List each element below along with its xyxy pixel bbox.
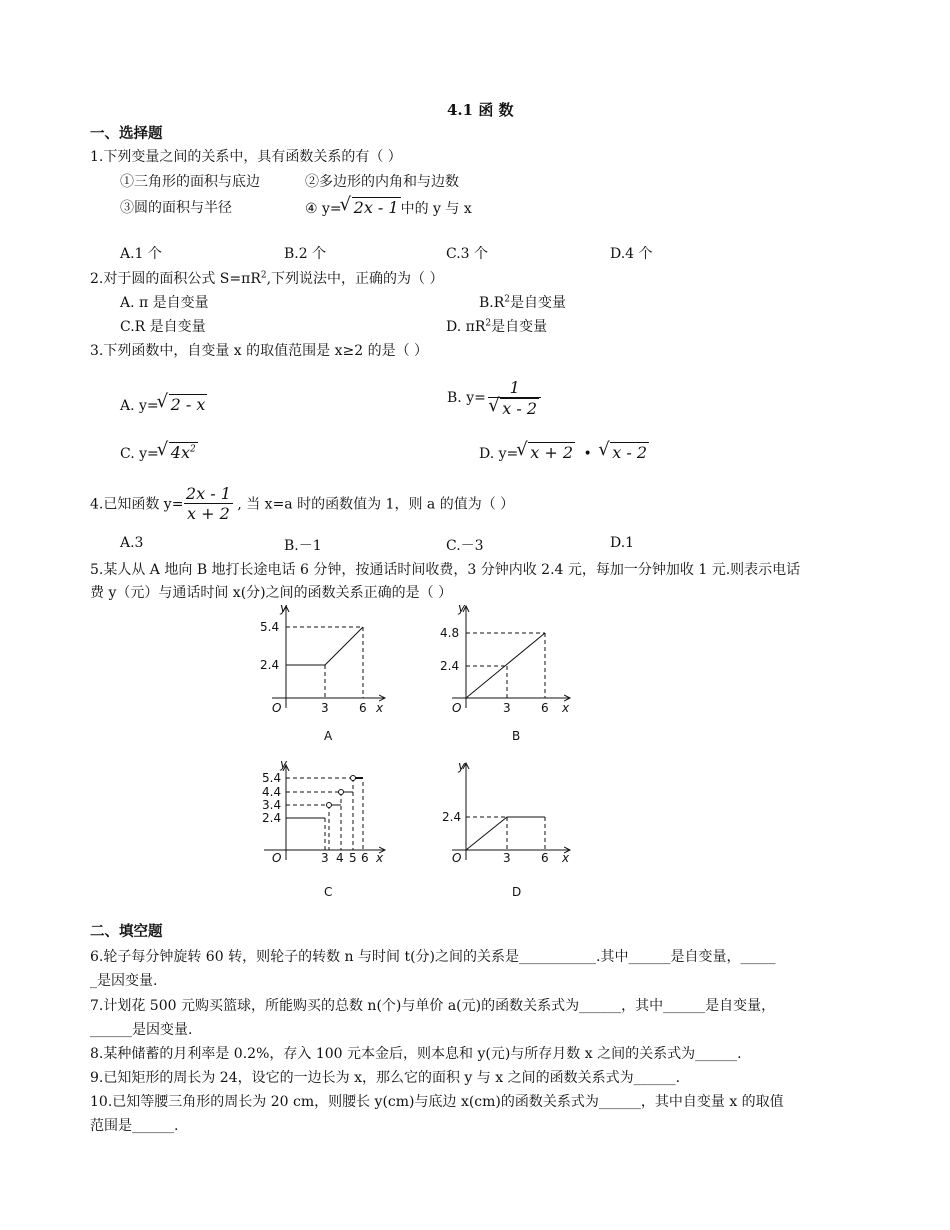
q4-numerator: 2x - 1 (185, 484, 231, 503)
graph-c-ytick-4: 2.4 (262, 811, 282, 825)
q4-option-a: A.3 (120, 535, 144, 551)
graph-d-origin: O (452, 851, 462, 865)
graph-c-origin: O (272, 851, 282, 865)
q3-option-d-expr1: √ x + 2 (528, 442, 575, 462)
graph-a-xtick-1: 3 (321, 701, 329, 715)
graph-d-curve (466, 817, 545, 850)
q3-option-a (120, 382, 207, 414)
q2-stem-text: 2.对于圆的面积公式 S=πR (90, 271, 261, 287)
section-heading-fill: 二、填空题 (90, 923, 163, 940)
q10-line-2: 范围是______. (90, 1118, 179, 1134)
graph-d (452, 763, 570, 860)
q1-option-a: A.1 个 (120, 246, 162, 262)
graph-a (272, 606, 385, 708)
q1-option-d: D.4 个 (610, 246, 653, 262)
q3-option-b-numerator: 1 (488, 378, 541, 398)
graph-b-xtick-2: 6 (541, 701, 549, 715)
q3-option-a-label: A. y= (120, 398, 159, 414)
q3-option-d-dot: • (583, 446, 592, 462)
q1-item-2: ②多边形的内角和与边数 (305, 174, 459, 190)
graph-d-y-label: y (458, 759, 466, 773)
q10-line-1: 10.已知等腰三角形的周长为 20 cm，则腰长 y(cm)与底边 x(cm)的函数关系式为______，其中自变量 x 的取值 (90, 1094, 784, 1110)
q1-stem: 1.下列变量之间的关系中，具有函数关系的有（ ） (90, 149, 402, 165)
q6-line-1: 6.轮子每分钟旋转 60 转，则轮子的转数 n 与时间 t(分)之间的关系是___________.其中______是自变量，_____ (90, 949, 776, 965)
q3-option-c-sup: 2 (189, 444, 196, 455)
graph-c-x-label: x (376, 851, 384, 865)
q3-option-b-fraction (488, 378, 541, 418)
q7-line-1: 7.计划花 500 元购买篮球，所能购买的总数 n(个)与单价 a(元)的函数关系式为______，其中______是自变量， (90, 998, 776, 1014)
q4-prefix: 4.已知函数 y= (90, 496, 184, 513)
graph-c-open-dot-1 (327, 803, 332, 808)
q4-option-c: C.－3 (446, 538, 484, 554)
q4-suffix: , 当 x=a 时的函数值为 1，则 a 的值为（ ） (237, 496, 515, 513)
q4-denominator: x + 2 (187, 504, 230, 523)
graph-c-open-dot-3 (351, 776, 356, 781)
q2-option-b (479, 292, 566, 312)
q3-option-c-label: C. y= (120, 446, 159, 462)
q3-option-a-expr: √ 2 - x (169, 394, 208, 414)
q3-option-c-base: 4x (170, 443, 190, 462)
q3-option-b-denominator: √ x - 2 (500, 398, 539, 418)
q2-stem (90, 268, 444, 288)
q3-option-d-expr2: √ x - 2 (610, 442, 649, 462)
graph-c-open-dot-2 (339, 790, 344, 795)
q1-item-4-prefix: ④ y= (305, 201, 342, 217)
graph-b-origin: O (452, 701, 462, 715)
graph-c (264, 765, 385, 860)
graph-a-caption: A (324, 729, 333, 743)
q3-option-c (120, 442, 198, 462)
q2-stem-tail: ,下列说法中，正确的为（ ） (266, 271, 444, 287)
graph-a-origin: O (272, 701, 282, 715)
q5-line-2: 费 y（元）与通话时间 x(分)之间的函数关系正确的是（ ） (90, 585, 453, 601)
graph-d-x-label: x (562, 851, 570, 865)
graph-b-y-label: y (458, 601, 466, 615)
q1-item-1: ①三角形的面积与底边 (120, 174, 260, 190)
graph-b-curve (466, 633, 545, 698)
q4-option-d: D.1 (610, 535, 635, 551)
graph-b-x-label: x (562, 701, 570, 715)
graph-a-y-label: y (280, 601, 288, 615)
q2-option-b-tail: 是自变量 (510, 295, 567, 311)
q1-item-4 (305, 197, 472, 218)
graph-c-caption: C (324, 885, 333, 899)
q3-option-b-label: B. y= (447, 390, 486, 406)
graph-c-ytick-1: 5.4 (262, 771, 282, 785)
graph-c-xtick-1: 3 (321, 851, 329, 865)
q2-option-d-tail: 是自变量 (491, 319, 548, 335)
q3-stem: 3.下列函数中，自变量 x 的取值范围是 x≥2 的是（ ） (90, 343, 429, 359)
graph-b (452, 606, 570, 708)
graph-a-ytick-2: 2.4 (260, 658, 280, 672)
q2-option-b-text: B.R (479, 295, 505, 311)
q2-option-d-sup: 2 (485, 318, 492, 329)
graph-c-xtick-3: 5 (349, 851, 357, 865)
graph-c-y-label: y (280, 757, 288, 771)
q2-option-d-text: D. πR (446, 319, 486, 335)
q3-option-d (479, 442, 649, 462)
q2-stem-sup: 2 (260, 270, 267, 281)
graph-b-xtick-1: 3 (503, 701, 511, 715)
page-title: 4.1 函 数 (447, 101, 514, 119)
graph-d-xtick-1: 3 (503, 851, 511, 865)
q1-sqrt-expression: √ 2x - 1 (352, 197, 401, 217)
q1-item-4-suffix: 中的 y 与 x (400, 201, 472, 217)
q2-option-a: A. π 是自变量 (120, 295, 209, 311)
graph-c-xtick-4: 6 (361, 851, 369, 865)
graph-b-ytick-1: 4.8 (440, 626, 460, 640)
graph-a-curve (286, 627, 363, 665)
q1-option-c: C.3 个 (446, 246, 489, 262)
q4-fraction (184, 484, 233, 523)
graph-c-ytick-2: 4.4 (262, 785, 282, 799)
q3-option-c-expr (169, 442, 198, 462)
q3-option-b (447, 378, 541, 418)
graph-c-ytick-3: 3.4 (262, 798, 282, 812)
q4-stem (90, 484, 514, 523)
q4-option-b: B.－1 (284, 538, 322, 554)
graph-c-xtick-2: 4 (336, 851, 344, 865)
section-heading-choice: 一、选择题 (90, 125, 163, 142)
q2-option-d (446, 316, 547, 336)
q1-option-b: B.2 个 (284, 246, 327, 262)
q3-option-d-label: D. y= (479, 446, 519, 462)
graph-b-caption: B (512, 729, 521, 743)
graph-b-ytick-2: 2.4 (440, 659, 460, 673)
graph-a-xtick-2: 6 (359, 701, 367, 715)
graph-a-ytick-1: 5.4 (260, 620, 280, 634)
q8-text: 8.某种储蓄的月利率是 0.2%，存入 100 元本金后，则本息和 y(元)与所存月数 x 之间的关系式为______. (90, 1046, 742, 1062)
q1-item-3: ③圆的面积与半径 (120, 200, 232, 216)
q2-option-c: C.R 是自变量 (120, 319, 206, 335)
graph-d-xtick-2: 6 (541, 851, 549, 865)
graph-d-ytick-1: 2.4 (442, 810, 462, 824)
q6-line-2: _是因变量. (90, 973, 158, 989)
q5-line-1: 5.某人从 A 地向 B 地打长途电话 6 分钟，按通话时间收费，3 分钟内收 2.4 元，每加一分钟加收 1 元.则表示电话 (90, 562, 801, 578)
q9-text: 9.已知矩形的周长为 24，设它的一边长为 x，那么它的面积 y 与 x 之间的函数关系式为______. (90, 1070, 681, 1086)
q2-option-b-sup: 2 (504, 294, 511, 305)
q5-graphs (250, 600, 590, 900)
q7-line-2: ______是因变量. (90, 1022, 193, 1038)
graph-d-caption: D (512, 885, 522, 899)
graph-a-x-label: x (376, 701, 384, 715)
